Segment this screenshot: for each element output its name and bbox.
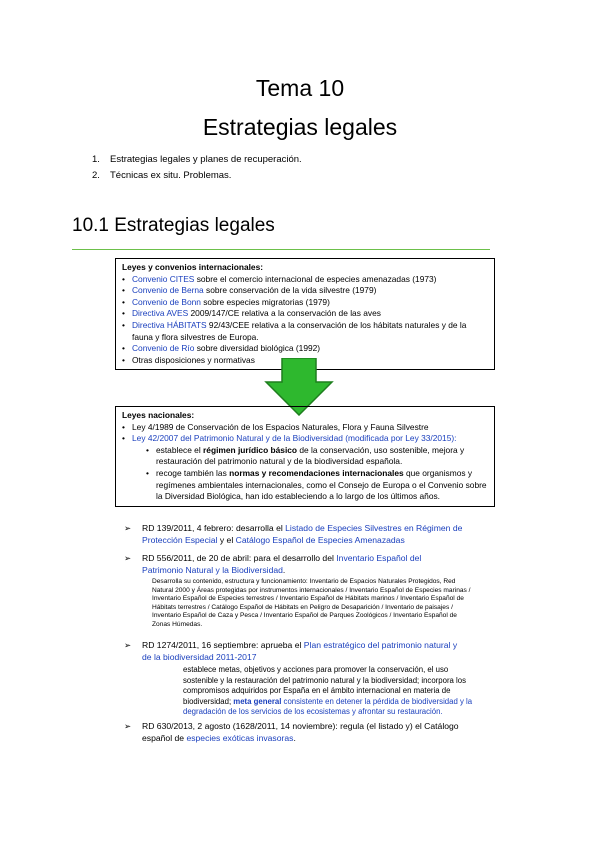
list-item: [122, 433, 488, 503]
table-of-contents: [92, 152, 302, 184]
list-item: • Ley 4/1989 de Conservación de los Espacios Naturales, Flora y Fauna Silvestre: [122, 422, 488, 434]
page-subtitle: Estrategias legales: [202, 114, 398, 140]
list-item: • Directiva AVES 2009/147/CE relativa a la conservación de las aves: [122, 308, 488, 320]
national-laws-list: [122, 422, 488, 503]
arrow-bullet-icon: ➢: [124, 640, 132, 650]
page-title: Tema 10: [255, 75, 345, 101]
rd-item: ➢ RD 139/2011, 4 febrero: desarrolla el Listado de Especies Silvestres en Régimen de Protección Especial y el Catálogo Español de Especies Amenazadas: [124, 523, 463, 545]
link[interactable]: Convenio de Río: [132, 343, 195, 354]
toc-item: 1. Estrategias legales y planes de recuperación.: [92, 154, 302, 165]
international-laws-box: [115, 258, 495, 370]
list-item: • Convenio de Río sobre diversidad biológica (1992): [122, 343, 488, 355]
box-heading: Leyes y convenios internacionales:: [122, 262, 264, 272]
link[interactable]: Plan estratégico del patrimonio natural y de la biodiversidad 2011-2017: [142, 640, 458, 662]
list-item: • Convenio de Bonn sobre especies migratorias (1979): [122, 297, 488, 309]
link[interactable]: Directiva AVES: [132, 308, 189, 319]
link[interactable]: Catálogo Español de Especies Amenazadas: [235, 534, 405, 545]
list-item: • Convenio de Berna sobre conservación de la vida silvestre (1979): [122, 285, 488, 297]
arrow-bullet-icon: ➢: [124, 553, 132, 563]
arrow-bullet-icon: ➢: [124, 721, 132, 731]
national-laws-box: [115, 406, 495, 507]
link[interactable]: Ley 42/2007 del Patrimonio Natural y de la Biodiversidad (modificada por Ley 33/2015):: [132, 433, 457, 444]
rd-detail: establece metas, objetivos y acciones para promover la conservación, el uso sostenible y la restauración del patrimonio natural y la biodiversidad; incorpora los compromisos adquiridos por España en el ámbito internacional en materia de biodiversidad; meta general consistente en detener la pérdida de biodiversidad y la degradación de los servicios de los ecosistemas y afrontar su restauración.: [183, 665, 473, 717]
rd-item: ➢ RD 630/2013, 2 agosto (1628/2011, 14 noviembre): regula (el listado y) el Catálogo español de especies exóticas invasoras.: [124, 721, 459, 743]
sub-list-item: • establece el régimen jurídico básico de la conservación, uso sostenible, mejora y restauración del patrimonio natural y de la biodiversidad española.: [146, 445, 488, 468]
link[interactable]: Listado de Especies Silvestres en Régimen de Protección Especial: [142, 523, 463, 545]
box-heading: Leyes nacionales:: [122, 410, 195, 420]
toc-item: 2. Técnicas ex situ. Problemas.: [92, 170, 232, 181]
sub-list-item: • recoge también las normas y recomendaciones internacionales que organismos y regímenes ambientales internacionales, como el Consejo de Europa o el Convenio sobre la Diversidad Biológica, han ido estableciendo a lo largo de los últimos años.: [146, 468, 488, 503]
list-item: • Directiva HÁBITATS 92/43/CEE relativa a la conservación de los hábitats naturales y de la fauna y flora silvestres de Europa.: [122, 320, 488, 343]
list-item: • Otras disposiciones y normativas: [122, 355, 488, 367]
link[interactable]: Convenio de Bonn: [132, 296, 201, 307]
arrow-bullet-icon: ➢: [124, 523, 132, 533]
link[interactable]: Directiva HÁBITATS: [132, 319, 207, 330]
list-item: • Convenio CITES sobre el comercio internacional de especies amenazadas (1973): [122, 274, 488, 286]
international-laws-list: [122, 274, 488, 367]
rd-item: ➢ RD 556/2011, de 20 de abril: para el desarrollo del Inventario Español del Patrimonio Natural y la Biodiversidad.: [124, 553, 422, 575]
sub-list: [132, 445, 488, 503]
link[interactable]: especies exóticas invasoras: [186, 732, 294, 743]
section-divider: [72, 249, 490, 250]
link[interactable]: Convenio CITES: [132, 273, 195, 284]
link[interactable]: Convenio de Berna: [132, 285, 204, 296]
rd-detail: Desarrolla su contenido, estructura y funcionamiento: Inventario de Espacios Naturales Protegidos, Red Natural 2000 y Áreas protegidas por instrumentos internacionales / Inventario Español de Especies marinas / Inventario Español de Especies terrestres / Inventario Español de Hábitats marinos / Inventario Español de Hábitats terrestres / Catálogo Español de Hábitats en Peligro de Desaparición / Inventario de paisajes / Inventario Español de Caza y Pesca / Inventario Español de Parques Zoológicos / Inventario Español de Zonas Húmedas.: [152, 578, 471, 628]
section-heading: 10.1 Estrategias legales: [72, 215, 275, 236]
link[interactable]: Inventario Español del Patrimonio Natural y la Biodiversidad: [142, 553, 422, 575]
rd-item: ➢ RD 1274/2011, 16 septiembre: aprueba el Plan estratégico del patrimonio natural y de la biodiversidad 2011-2017: [124, 640, 458, 662]
